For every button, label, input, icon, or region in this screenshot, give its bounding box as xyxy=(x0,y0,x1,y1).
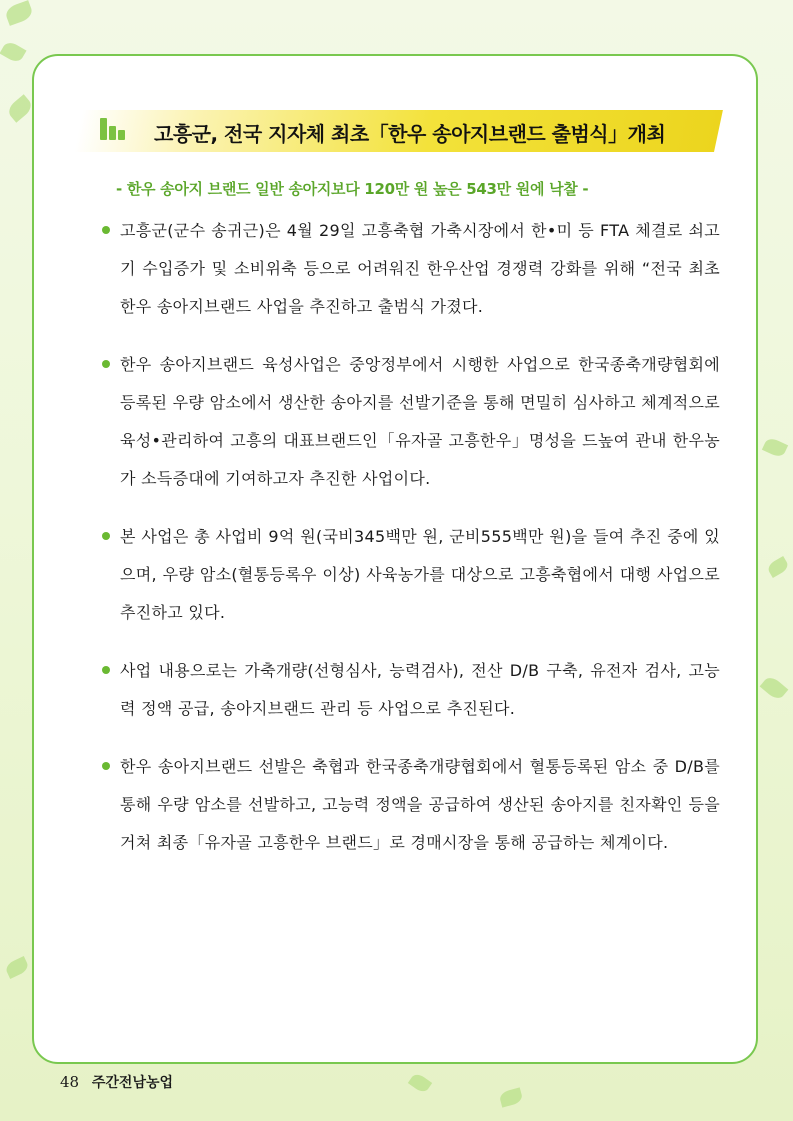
paragraph: 본 사업은 총 사업비 9억 원(국비345백만 원, 군비555백만 원)을 들여 추진 중에 있으며, 우량 암소(혈통등록우 이상) 사육농가를 대상으로 고흥축협에서 대행 사업으로 추진하고 있다. xyxy=(120,527,720,622)
decorative-leaf xyxy=(4,956,30,979)
decorative-leaf xyxy=(498,1087,523,1107)
paragraph: 사업 내용으로는 가축개량(선형심사, 능력검사), 전산 D/B 구축, 유전자 검사, 고능력 정액 공급, 송아지브랜드 관리 등 사업으로 추진된다. xyxy=(120,661,720,718)
bar-chart-icon xyxy=(100,118,126,140)
bullet-dot-icon xyxy=(102,762,110,770)
decorative-leaf xyxy=(408,1072,432,1095)
decorative-leaf xyxy=(5,94,34,122)
list-item xyxy=(100,652,720,728)
bullet-dot-icon xyxy=(102,666,110,674)
magazine-name: 주간전남농업 xyxy=(91,1075,174,1091)
bullet-list xyxy=(100,212,720,882)
paragraph: 한우 송아지브랜드 육성사업은 중앙정부에서 시행한 사업으로 한국종축개량협회에 등록된 우량 암소에서 생산한 송아지를 선발기준을 통해 면밀히 심사하고 체계적으로 육성•관리하여 고흥의 대표브랜드인「유자골 고흥한우」명성을 드높여 관내 한우농가 소득증대에 기여하고자 추진한 사업이다. xyxy=(120,355,720,488)
bullet-dot-icon xyxy=(102,360,110,368)
decorative-leaf xyxy=(0,40,27,65)
list-item xyxy=(100,518,720,632)
paragraph: 고흥군(군수 송귀근)은 4월 29일 고흥축협 가축시장에서 한•미 등 FTA 체결로 쇠고기 수입증가 및 소비위축 등으로 어려워진 한우산업 경쟁력 강화를 위해 “전국 최초 한우 송아지브랜드 사업을 추진하고 출범식 가졌다. xyxy=(120,221,720,316)
decorative-leaf xyxy=(766,556,790,578)
subtitle: - 한우 송아지 브랜드 일반 송아지보다 120만 원 높은 543만 원에 낙찰 - xyxy=(116,180,589,198)
decorative-leaf xyxy=(762,436,788,459)
page-title: 고흥군, 전국 지자체 최초「한우 송아지브랜드 출범식」개최 xyxy=(154,122,666,146)
title-bar xyxy=(74,104,714,154)
page-footer xyxy=(60,1072,173,1092)
bullet-dot-icon xyxy=(102,532,110,540)
list-item xyxy=(100,346,720,498)
page-number: 48 xyxy=(60,1073,80,1091)
list-item xyxy=(100,212,720,326)
list-item xyxy=(100,748,720,862)
decorative-leaf xyxy=(4,0,35,26)
decorative-leaf xyxy=(760,674,789,702)
bullet-dot-icon xyxy=(102,226,110,234)
paragraph: 한우 송아지브랜드 선발은 축협과 한국종축개량협회에서 혈통등록된 암소 중 D/B를 통해 우량 암소를 선발하고, 고능력 정액을 공급하여 생산된 송아지를 친자확인 등을 거쳐 최종「유자골 고흥한우 브랜드」로 경매시장을 통해 공급하는 체계이다. xyxy=(120,757,720,852)
